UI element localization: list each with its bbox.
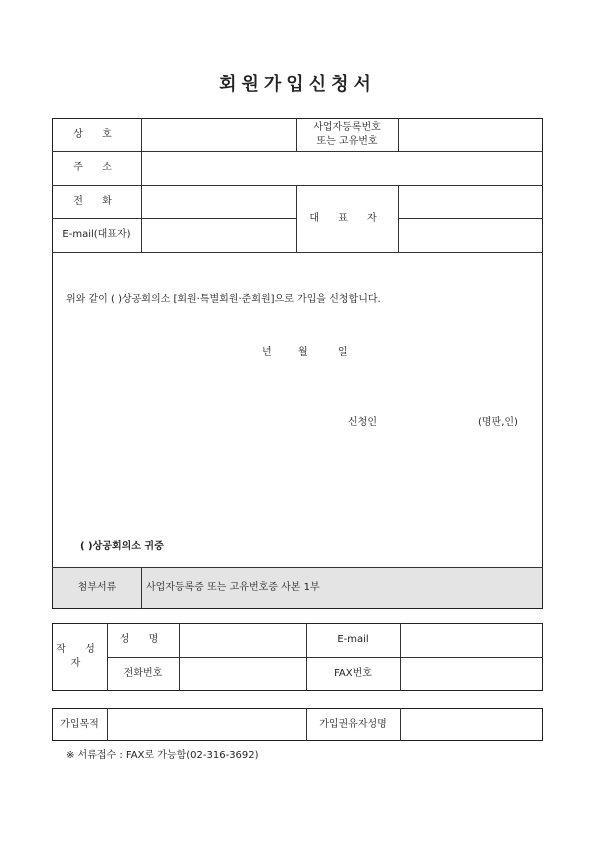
biz-number-label bbox=[296, 118, 398, 151]
company-label: 상 호 bbox=[73, 128, 120, 140]
writer-email-label: E-mail bbox=[337, 634, 369, 645]
form-title: 회원가입신청서 bbox=[219, 74, 376, 95]
writer-phone-field[interactable] bbox=[180, 658, 305, 690]
addressee: ( )상공회의소 귀중 bbox=[80, 541, 164, 552]
writer-fax-field[interactable] bbox=[401, 658, 542, 690]
biz-number-field[interactable] bbox=[399, 119, 542, 150]
application-text: 위와 같이 ( )상공회의소 [회원·특별회원·준회원]으로 가입을 신청합니다. bbox=[66, 294, 381, 305]
writer-phone-label: 전화번호 bbox=[123, 668, 163, 679]
biz-number-label-line2: 또는 고유번호 bbox=[316, 135, 378, 147]
writer-label: 작 성 자 bbox=[56, 644, 103, 669]
footnote: ※ 서류접수 : FAX로 가능함(02-316-3692) bbox=[66, 750, 259, 761]
recruiter-field[interactable] bbox=[401, 709, 542, 740]
attachments-value: 사업자등록증 또는 고유번호증 사본 1부 bbox=[142, 568, 542, 608]
writer-fax-label: FAX번호 bbox=[334, 668, 372, 679]
date-year: 년 bbox=[262, 347, 272, 358]
phone-field[interactable] bbox=[142, 186, 295, 217]
representative-label: 대 표 자 bbox=[309, 212, 385, 224]
representative-field-2[interactable] bbox=[399, 219, 542, 251]
applicant-label: 신청인 bbox=[348, 417, 377, 428]
email-label: E-mail(대표자) bbox=[62, 229, 131, 240]
recruiter-label: 가입권유자성명 bbox=[319, 718, 387, 730]
company-field[interactable] bbox=[142, 119, 295, 150]
representative-field-1[interactable] bbox=[399, 186, 542, 217]
date-day: 일 bbox=[338, 347, 348, 358]
address-field[interactable] bbox=[142, 152, 542, 184]
purpose-label: 가입목적 bbox=[60, 718, 99, 730]
purpose-field[interactable] bbox=[108, 709, 305, 740]
writer-name-field[interactable] bbox=[180, 624, 305, 656]
writer-email-field[interactable] bbox=[401, 624, 542, 656]
writer-name-label: 성 명 bbox=[119, 634, 167, 645]
phone-label: 전 화 bbox=[73, 195, 120, 207]
seal-label: (명판,인) bbox=[478, 417, 518, 428]
address-label: 주 소 bbox=[73, 162, 120, 173]
date-month: 월 bbox=[298, 347, 308, 358]
attachments-label: 첨부서류 bbox=[53, 568, 141, 608]
biz-number-label-line1: 사업자등록번호 bbox=[313, 121, 381, 133]
email-field[interactable] bbox=[142, 219, 295, 251]
